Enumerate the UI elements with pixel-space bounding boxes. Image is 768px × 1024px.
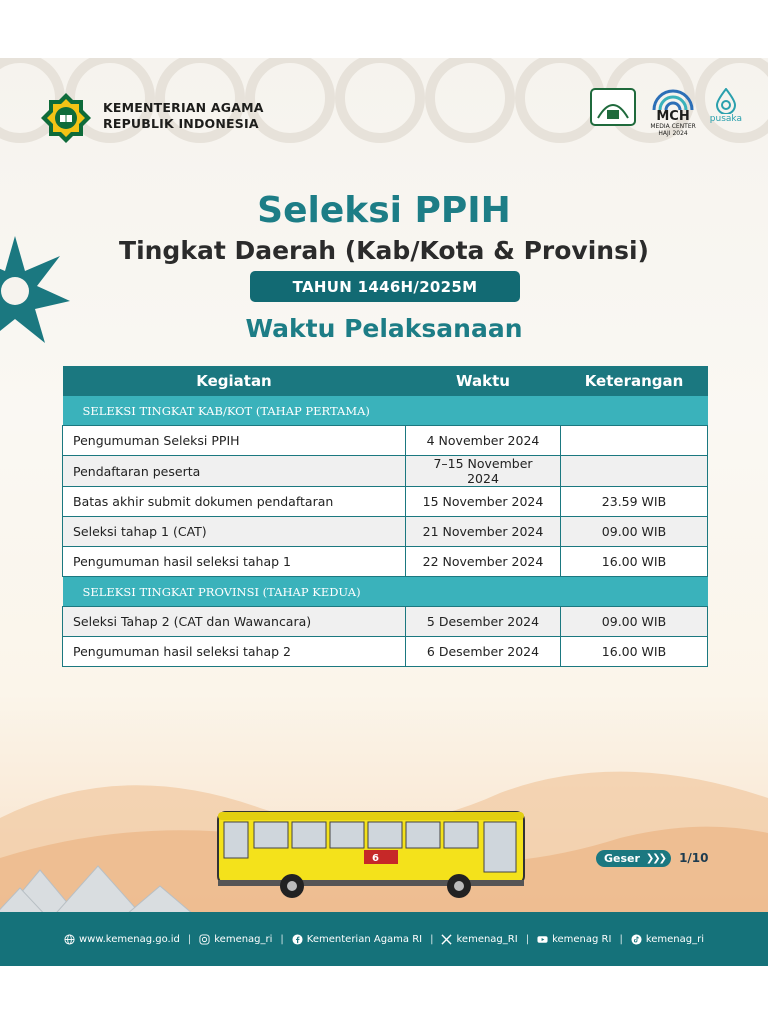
footer-facebook-text: Kementerian Agama RI [306, 933, 423, 945]
swipe-indicator[interactable] [596, 848, 709, 868]
footer-website[interactable] [64, 934, 180, 945]
table-row [63, 456, 708, 487]
footer-website-text: www.kemenag.go.id [78, 933, 180, 945]
cell-keterangan: 23.59 WIB [561, 487, 708, 517]
separator: | [280, 933, 284, 945]
footer-tiktok-text: kemenag_ri [645, 933, 704, 945]
table-row [63, 637, 708, 667]
cell-kegiatan: Pendaftaran peserta [63, 456, 406, 487]
footer-x-text: kemenag_RI [456, 933, 518, 945]
poster-card [0, 58, 768, 966]
separator: | [430, 933, 434, 945]
sub-title: Tingkat Daerah (Kab/Kota & Provinsi) [119, 236, 649, 265]
pusaka-name: pusaka [709, 114, 742, 124]
instagram-icon [199, 934, 210, 945]
schedule-table [62, 366, 708, 667]
ministry-name [103, 100, 264, 132]
social-footer [0, 912, 768, 966]
table-row [63, 607, 708, 637]
column-header-waktu: Waktu [406, 366, 561, 396]
chevrons-right-icon: ❯❯❯ [645, 852, 666, 864]
cell-keterangan: 16.00 WIB [561, 637, 708, 667]
page-indicator: 1/10 [679, 851, 709, 865]
footer-tiktok[interactable] [631, 934, 704, 945]
cell-keterangan: 09.00 WIB [561, 517, 708, 547]
cell-waktu: 7–15 November 2024 [406, 456, 561, 487]
cell-waktu: 6 Desember 2024 [406, 637, 561, 667]
mch-sub1: MEDIA CENTER [650, 123, 696, 130]
table-row [63, 517, 708, 547]
cell-waktu: 4 November 2024 [406, 426, 561, 456]
footer-x[interactable] [441, 934, 517, 945]
cell-keterangan [561, 456, 708, 487]
mch-arch-icon [651, 88, 695, 110]
pusaka-drop-icon [715, 88, 737, 114]
facebook-icon [292, 934, 303, 945]
table-row [63, 487, 708, 517]
cell-kegiatan: Seleksi tahap 1 (CAT) [63, 517, 406, 547]
bus-route-number: 6 [372, 853, 379, 864]
tiktok-icon [631, 934, 642, 945]
section-row-tahap-kedua [63, 577, 708, 607]
geser-label: Geser [604, 851, 640, 865]
table-row [63, 426, 708, 456]
cell-keterangan: 09.00 WIB [561, 607, 708, 637]
column-header-keterangan: Keterangan [561, 366, 708, 396]
separator: | [187, 933, 192, 945]
cell-waktu: 5 Desember 2024 [406, 607, 561, 637]
cell-kegiatan: Batas akhir submit dokumen pendaftaran [63, 487, 406, 517]
partner-logos [590, 88, 742, 137]
section-row-tahap-pertama [63, 396, 708, 426]
youtube-icon [537, 934, 548, 945]
cell-kegiatan: Pengumuman hasil seleksi tahap 1 [63, 547, 406, 577]
column-header-kegiatan: Kegiatan [63, 366, 406, 396]
footer-instagram[interactable] [199, 934, 272, 945]
cell-kegiatan: Pengumuman hasil seleksi tahap 2 [63, 637, 406, 667]
table-row [63, 547, 708, 577]
section-title: Waktu Pelaksanaan [245, 314, 523, 343]
cell-kegiatan: Seleksi Tahap 2 (CAT dan Wawancara) [63, 607, 406, 637]
separator: | [619, 933, 623, 945]
main-title: Seleksi PPIH [257, 190, 511, 231]
x-icon [441, 934, 452, 945]
cell-waktu: 15 November 2024 [406, 487, 561, 517]
footer-youtube-text: kemenag RI [552, 933, 612, 945]
section-label: SELEKSI TINGKAT KAB/KOT (TAHAP PERTAMA) [63, 396, 708, 426]
year-badge: TAHUN 1446H/2025M [250, 271, 520, 302]
footer-youtube[interactable] [537, 934, 611, 945]
footer-facebook[interactable] [292, 934, 422, 945]
mch-logo [650, 88, 695, 137]
globe-icon [64, 934, 75, 945]
separator: | [525, 933, 530, 945]
cell-waktu: 21 November 2024 [406, 517, 561, 547]
cell-keterangan [561, 426, 708, 456]
ministry-line-1: KEMENTERIAN AGAMA [103, 100, 264, 115]
cell-waktu: 22 November 2024 [406, 547, 561, 577]
ministry-line-2: REPUBLIK INDONESIA [103, 116, 259, 131]
geser-button[interactable] [596, 850, 671, 867]
kemenag-emblem-icon [40, 92, 92, 144]
mch-sub2: HAJI 2024 [658, 130, 688, 137]
section-label: SELEKSI TINGKAT PROVINSI (TAHAP KEDUA) [63, 577, 708, 607]
haji-ramah-lansia-logo [590, 88, 636, 126]
cell-kegiatan: Pengumuman Seleksi PPIH [63, 426, 406, 456]
bus-illustration [214, 806, 530, 898]
cell-keterangan: 16.00 WIB [561, 547, 708, 577]
table-header-row [63, 366, 708, 396]
pusaka-logo [710, 88, 742, 124]
footer-instagram-text: kemenag_ri [214, 933, 273, 945]
mch-name: MCH [656, 109, 690, 124]
